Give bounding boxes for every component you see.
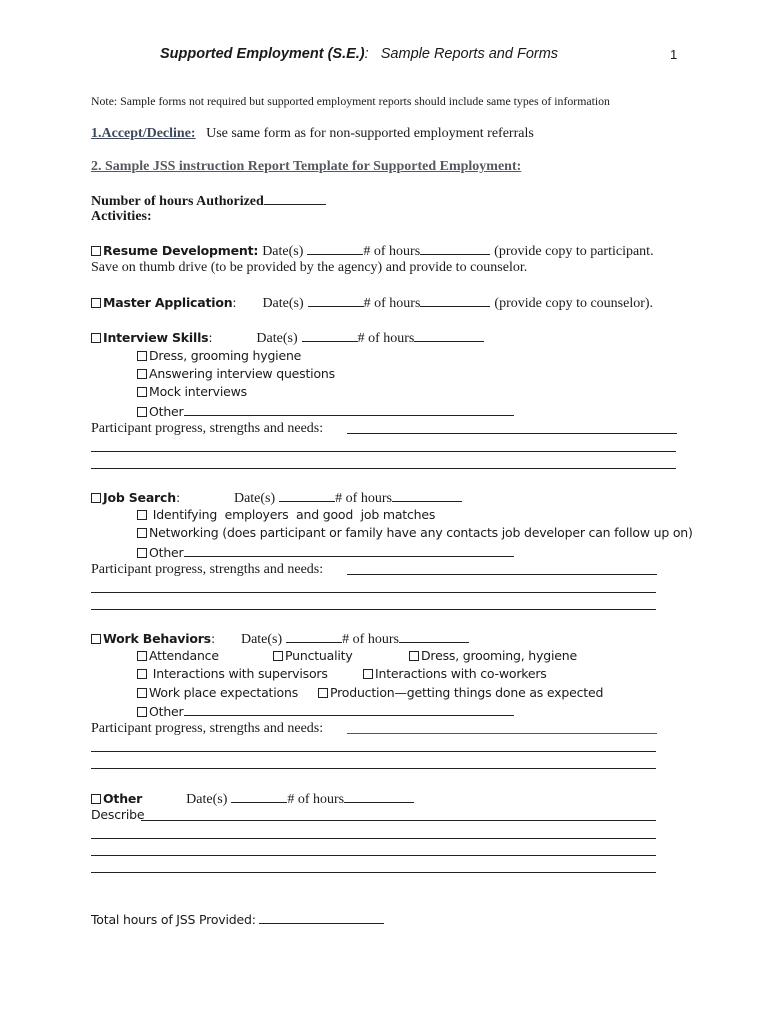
interview-progress-line[interactable] [347, 433, 677, 434]
interview-checkbox[interactable] [91, 333, 101, 343]
work-behaviors-row [91, 630, 469, 648]
section1-text: Use same form as for non-supported employment referrals [206, 126, 534, 141]
job-search-hours-field[interactable] [392, 489, 462, 502]
interview-label: Interview Skills [103, 330, 209, 345]
job-search-other-field[interactable] [184, 544, 514, 557]
other-hours-label: # of hours [287, 792, 345, 807]
interview-other-field[interactable] [184, 403, 514, 416]
master-checkbox[interactable] [91, 298, 101, 308]
option-label: Attendance [149, 648, 219, 663]
interview-hours-field[interactable] [414, 329, 484, 342]
job-search-hours-label: # of hours [335, 491, 392, 506]
interview-option-other[interactable] [137, 403, 514, 419]
resume-dates-field[interactable] [307, 242, 363, 255]
checkbox[interactable] [137, 369, 147, 379]
other-dates-label: Date(s) [186, 792, 228, 807]
job-search-dates-field[interactable] [279, 489, 335, 502]
interview-option[interactable] [137, 384, 247, 399]
section1-label: 1.Accept/Decline: [91, 126, 196, 141]
option-label: Work place expectations [149, 685, 299, 700]
option-label: Networking (does participant or family have any contacts job developer can follow up on) [149, 525, 693, 540]
job-search-dates-label: Date(s) [233, 491, 276, 506]
job-search-option[interactable] [137, 525, 693, 540]
master-hours-field[interactable] [420, 294, 490, 307]
option-label: Dress, grooming hygiene [149, 348, 302, 363]
checkbox[interactable] [137, 548, 147, 558]
total-hours [91, 911, 384, 927]
hours-authorized-field[interactable] [264, 192, 326, 205]
other-label: Other [103, 791, 143, 806]
page-number: 1 [670, 47, 678, 62]
title-bold: Supported Employment (S.E.) [160, 46, 365, 62]
other-row [91, 790, 414, 808]
total-hours-label: Total hours of JSS Provided: [91, 912, 260, 927]
job-search-checkbox[interactable] [91, 493, 101, 503]
describe-line[interactable] [91, 872, 656, 873]
master-tail: (provide copy to counselor). [494, 296, 654, 311]
checkbox[interactable] [137, 707, 147, 717]
interview-progress-label: Participant progress, strengths and needs: [91, 421, 324, 436]
checkbox[interactable] [137, 387, 147, 397]
job-search-option-other[interactable] [137, 544, 514, 560]
wb-progress-line[interactable] [91, 751, 656, 752]
wb-other-field[interactable] [184, 703, 514, 716]
title-colon: : [364, 46, 369, 62]
job-search-progress-line[interactable] [91, 592, 656, 593]
option-label: Production—getting things done as expected [330, 685, 604, 700]
job-search-progress-line[interactable] [347, 574, 657, 575]
describe-line[interactable] [91, 838, 656, 839]
interview-option[interactable] [137, 366, 335, 381]
option-label: Mock interviews [149, 384, 247, 399]
work-behaviors-dates-field[interactable] [286, 630, 342, 643]
wb-option[interactable] [363, 666, 547, 681]
job-search-progress-line[interactable] [91, 609, 656, 610]
master-label: Master Application [103, 295, 233, 310]
interview-progress-line[interactable] [91, 468, 676, 469]
checkbox[interactable] [137, 407, 147, 417]
option-label: Answering interview questions [149, 366, 335, 381]
job-search-label: Job Search [103, 490, 176, 505]
page-title [160, 46, 558, 62]
checkbox[interactable] [137, 510, 147, 520]
option-label: Other [149, 404, 184, 419]
section-accept-decline [91, 126, 534, 142]
work-behaviors-checkbox[interactable] [91, 634, 101, 644]
work-behaviors-hours-label: # of hours [342, 632, 399, 647]
work-behaviors-label: Work Behaviors [103, 631, 211, 646]
other-hours-field[interactable] [344, 790, 414, 803]
wb-option[interactable] [409, 648, 577, 663]
resume-hours-label: # of hours [363, 244, 421, 259]
wb-progress-line[interactable] [347, 733, 657, 734]
hours-authorized [91, 192, 326, 210]
master-colon: : [232, 295, 237, 310]
interview-option[interactable] [137, 348, 301, 363]
resume-row [91, 242, 654, 260]
wb-progress-label: Participant progress, strengths and needs: [91, 721, 324, 736]
hours-authorized-label: Number of hours Authorized [91, 194, 264, 209]
interview-hours-label: # of hours [357, 331, 415, 346]
note-text: Note: Sample forms not required but supported employment reports should include same types of information [91, 94, 610, 108]
section2-title: 2. Sample JSS instruction Report Template for Supported Employment: [91, 159, 522, 174]
option-label: Interactions with supervisors [149, 666, 328, 681]
checkbox[interactable] [318, 688, 328, 698]
job-search-option[interactable] [137, 507, 435, 522]
resume-line2: Save on thumb drive (to be provided by the agency) and provide to counselor. [91, 260, 528, 275]
resume-checkbox[interactable] [91, 246, 101, 256]
work-behaviors-hours-field[interactable] [399, 630, 469, 643]
option-label: Identifying employers and good job matches [149, 507, 436, 522]
interview-dates-field[interactable] [302, 329, 358, 342]
option-label: Dress, grooming, hygiene [421, 648, 577, 663]
wb-option[interactable] [318, 685, 603, 700]
checkbox[interactable] [363, 669, 373, 679]
checkbox[interactable] [137, 669, 147, 679]
title-rest: Sample Reports and Forms [380, 46, 559, 62]
checkbox[interactable] [137, 351, 147, 361]
interview-row [91, 329, 484, 347]
describe-label: Describe [91, 807, 145, 822]
wb-option-other[interactable] [137, 703, 514, 719]
option-label: Punctuality [285, 648, 353, 663]
activities-label: Activities: [91, 209, 152, 224]
master-dates-label: Date(s) [262, 296, 304, 311]
checkbox[interactable] [273, 651, 283, 661]
checkbox[interactable] [137, 528, 147, 538]
interview-progress-line[interactable] [91, 451, 676, 452]
interview-dates-label: Date(s) [256, 331, 298, 346]
resume-dates-label: Date(s) [262, 244, 304, 259]
wb-option[interactable] [137, 648, 219, 663]
other-dates-field[interactable] [231, 790, 287, 803]
master-dates-field[interactable] [308, 294, 364, 307]
checkbox[interactable] [137, 688, 147, 698]
wb-option[interactable] [137, 685, 298, 700]
job-search-colon: : [175, 490, 180, 505]
describe-line[interactable] [91, 855, 656, 856]
option-label: Other [149, 704, 184, 719]
total-hours-field[interactable] [259, 911, 384, 924]
job-search-progress-label: Participant progress, strengths and needs: [91, 562, 324, 577]
wb-option[interactable] [137, 666, 328, 681]
master-hours-label: # of hours [363, 296, 421, 311]
master-row [91, 294, 653, 312]
resume-tail: (provide copy to participant. [494, 244, 654, 259]
interview-colon: : [208, 330, 213, 345]
checkbox[interactable] [137, 651, 147, 661]
other-checkbox[interactable] [91, 794, 101, 804]
option-label: Interactions with co-workers [375, 666, 547, 681]
work-behaviors-colon: : [210, 631, 215, 646]
work-behaviors-dates-label: Date(s) [240, 632, 283, 647]
resume-label: Resume Development: [103, 243, 259, 258]
job-search-row [91, 489, 462, 507]
option-label: Other [149, 545, 184, 560]
describe-line[interactable] [141, 820, 656, 821]
checkbox[interactable] [409, 651, 419, 661]
wb-option[interactable] [273, 648, 353, 663]
resume-hours-field[interactable] [420, 242, 490, 255]
wb-progress-line[interactable] [91, 768, 656, 769]
